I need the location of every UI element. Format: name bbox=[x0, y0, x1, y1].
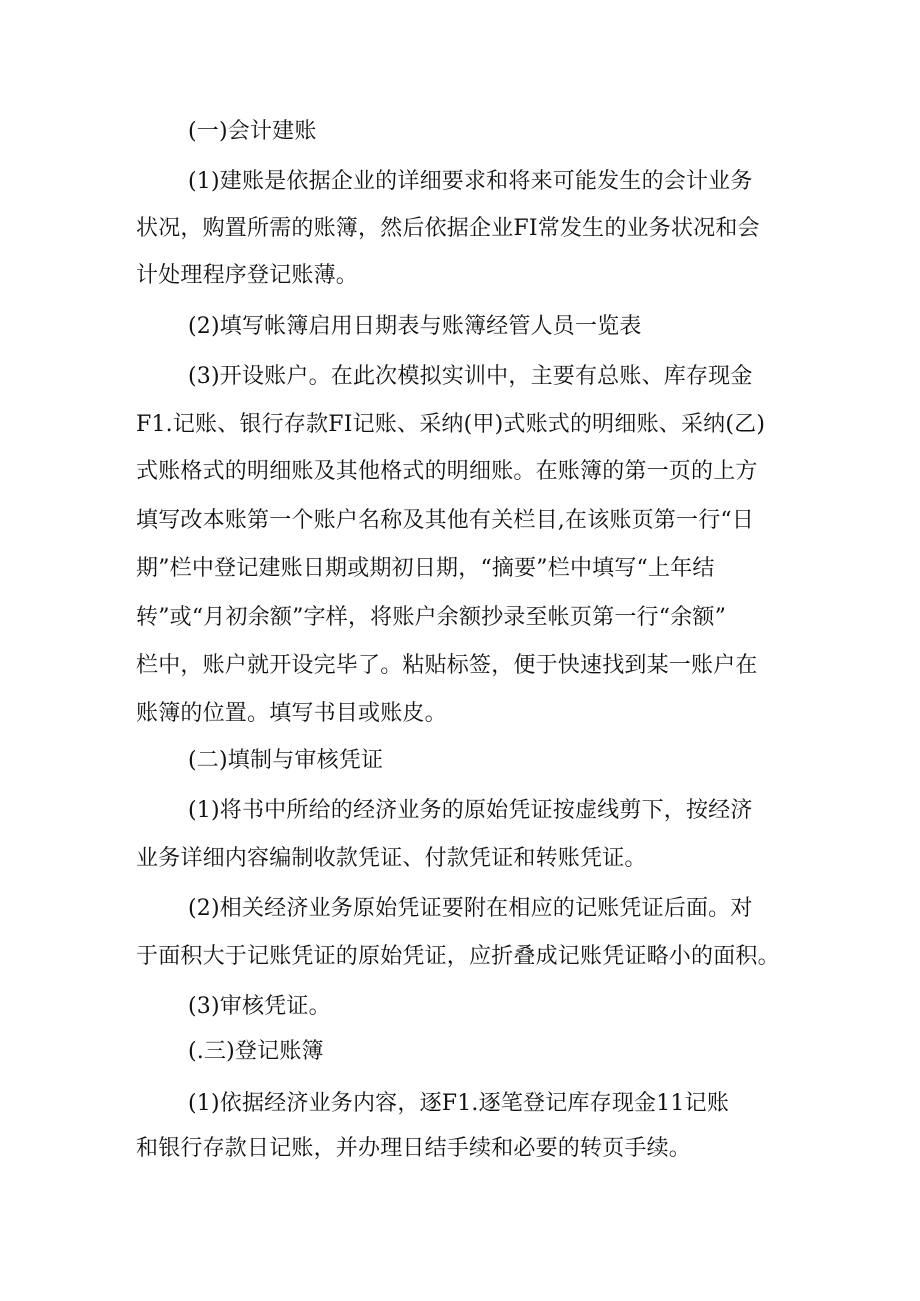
paragraph-line: (2)相关经济业务原始凭证要附在相应的记账凭证后面。对 bbox=[188, 896, 753, 921]
paragraph-line: 计处理程序登记账薄。 bbox=[136, 263, 359, 288]
paragraph-line: (3)审核凭证。 bbox=[188, 994, 331, 1019]
section-heading-ledger-registration: (.三)登记账簿 bbox=[188, 1039, 324, 1064]
paragraph-line: 式账格式的明细账及其他格式的明细账。在账簿的第一页的上方 bbox=[136, 459, 758, 484]
paragraph-line: 填写改本账第一个账户名称及其他有关栏目,在该账页第一行“日 bbox=[136, 508, 755, 533]
paragraph-line: 于面积大于记账凭证的原始凭证，应折叠成记账凭证略小的面积。 bbox=[136, 944, 780, 969]
section-heading-accounting-setup: (一)会计建账 bbox=[188, 119, 317, 144]
paragraph-line: 账簿的位置。填写书目或账皮。 bbox=[136, 701, 447, 726]
paragraph-line: 栏中，账户就开设完毕了。粘贴标签，便于快速找到某一账户在 bbox=[136, 653, 758, 678]
paragraph-line: (1)将书中所给的经济业务的原始凭证按虚线剪下，按经济 bbox=[188, 798, 753, 823]
section-heading-vouchers: (二)填制与审核凭证 bbox=[188, 748, 384, 773]
paragraph-line: (2)填写帐簿启用日期表与账簿经管人员一览表 bbox=[188, 314, 642, 339]
paragraph-line: F1.记账、银行存款FI记账、采纳(甲)式账式的明细账、采纳(乙) bbox=[136, 412, 766, 437]
paragraph-line: 业务详细内容编制收款凭证、付款凭证和转账凭证。 bbox=[136, 846, 647, 871]
paragraph-line: (1)依据经济业务内容，逐F1.逐笔登记库存现金11记账 bbox=[188, 1091, 730, 1116]
paragraph-line: (1)建账是依据企业的详细要求和将来可能发生的会计业务 bbox=[188, 169, 753, 194]
paragraph-line: 期”栏中登记建账日期或期初日期，“摘要”栏中填写“上年结 bbox=[136, 556, 715, 581]
paragraph-line: 和银行存款日记账，并办理日结手续和必要的转页手续。 bbox=[136, 1136, 692, 1161]
paragraph-line: (3)开设账户。在此次模拟实训中，主要有总账、库存现金 bbox=[188, 364, 753, 389]
paragraph-line: 转”或“月初余额”字样，将账户余额抄录至帐页第一行“余额” bbox=[136, 605, 727, 630]
paragraph-line: 状况，购置所需的账簿，然后依据企业FI常发生的业务状况和会 bbox=[136, 216, 760, 241]
